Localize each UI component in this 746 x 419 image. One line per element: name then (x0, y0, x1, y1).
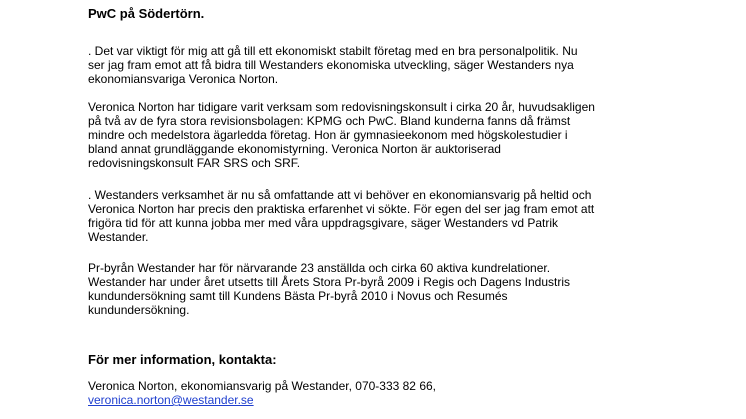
paragraph-4 (88, 261, 728, 317)
paragraph-line: kundundersökning. (88, 303, 190, 317)
contact-email-row (88, 393, 728, 407)
clipped-header-line (88, 0, 728, 1)
paragraph-line: kundundersökning samt till Kundens Bästa Pr-byrå 2010 i Novus och Resumés (88, 289, 508, 303)
paragraph-line: bland annat grundläggande ekonomistyrning. Veronica Norton är auktoriserad (88, 142, 501, 156)
paragraph-line: Westander. (88, 230, 149, 244)
paragraph-line: på två av de fyra stora revisionsbolagen: KPMG och PwC. Bland kunderna fanns då främst (88, 114, 571, 128)
paragraph-3 (88, 188, 728, 244)
paragraph-line: . Westanders verksamhet är nu så omfattande att vi behöver en ekonomiansvarig på heltid och (88, 188, 592, 202)
contact-email-link[interactable]: veronica.norton@westander.se (88, 393, 254, 407)
paragraph-1 (88, 44, 728, 86)
contact-heading: För mer information, kontakta: (88, 352, 277, 367)
paragraph-line: ser jag fram emot att få bidra till Westanders ekonomiska utveckling, säger Westanders nya (88, 58, 574, 72)
paragraph-line: . Det var viktigt för mig att gå till ett ekonomiskt stabilt företag med en bra personalpolitik. Nu (88, 44, 578, 58)
header-line: PwC på Södertörn. (88, 6, 205, 21)
paragraph-line: Veronica Norton har precis den praktiska erfarenhet vi sökte. För egen del ser jag fram emot att (88, 202, 595, 216)
paragraph-line: redovisningskonsult FAR SRS och SRF. (88, 156, 301, 170)
contact-block (88, 379, 728, 407)
paragraph-line: Westander har under året utsetts till Årets Stora Pr-byrå 2009 i Regis och Dagens Industris (88, 275, 571, 289)
paragraph-2 (88, 100, 728, 170)
paragraph-line: Veronica Norton har tidigare varit verksam som redovisningskonsult i cirka 20 år, huvudsakligen (88, 100, 595, 114)
paragraph-line: frigöra tid för att kunna jobba mer med våra uppdragsgivare, säger Westanders vd Patrik (88, 216, 559, 230)
paragraph-line: mindre och medelstora ägarledda företag. Hon är gymnasieekonom med högskolestudier i (88, 128, 568, 142)
paragraph-line: Pr-byrån Westander har för närvarande 23 anställda och cirka 60 aktiva kundrelationer. (88, 261, 551, 275)
paragraph-line: ekonomiansvariga Veronica Norton. (88, 72, 279, 86)
contact-line: Veronica Norton, ekonomiansvarig på Westander, 070-333 82 66, (88, 379, 436, 393)
